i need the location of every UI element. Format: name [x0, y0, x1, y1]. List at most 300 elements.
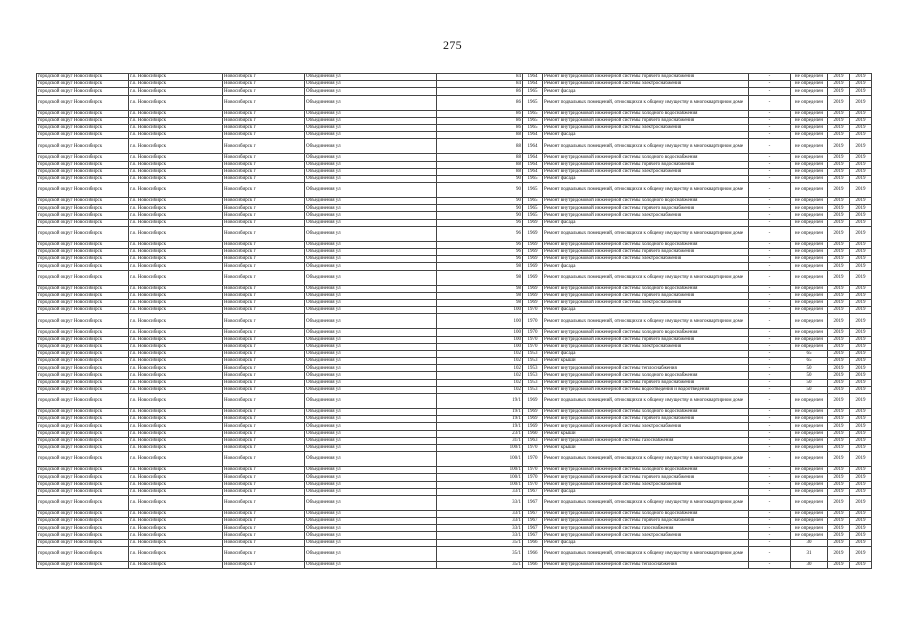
cell-value: не определен: [791, 495, 828, 510]
cell-city: Новосибирск г: [223, 205, 305, 212]
cell-city: Новосибирск г: [223, 539, 305, 546]
cell-city: Новосибирск г: [223, 495, 305, 510]
cell-work: Ремонт подвальных помещений, относящихся к общему имуществу в многоквартирном доме: [543, 183, 749, 198]
cell-year_start: 2019: [828, 467, 850, 474]
cell-settlement: г.о. Новосибирск: [129, 74, 223, 81]
cell-city: Новосибирск г: [223, 285, 305, 292]
cell-settlement: г.о. Новосибирск: [129, 241, 223, 248]
table-row: [37, 394, 872, 409]
table-row: [37, 372, 872, 379]
cell-settlement: г.о. Новосибирск: [129, 183, 223, 198]
cell-work: Ремонт внутридомовой инженерной системы горячего водоснабжения: [543, 74, 749, 81]
cell-dash: -: [749, 539, 791, 546]
cell-city: Новосибирск г: [223, 154, 305, 161]
cell-year_end: 2019: [850, 219, 872, 226]
cell-value: не определен: [791, 205, 828, 212]
cell-work: Ремонт внутридомовой инженерной системы холодного водоснабжения: [543, 329, 749, 336]
cell-dash: -: [749, 226, 791, 241]
cell-value: не определен: [791, 314, 828, 329]
cell-settlement: г.о. Новосибирск: [129, 256, 223, 263]
cell-year_end: 2019: [850, 481, 872, 488]
cell-dash: -: [749, 299, 791, 306]
cell-district: городской округ Новосибирск: [37, 379, 129, 386]
cell-settlement: г.о. Новосибирск: [129, 117, 223, 124]
cell-work: Ремонт фасада: [543, 263, 749, 270]
cell-year_end: 2019: [850, 95, 872, 110]
cell-work: Ремонт внутридомовой инженерной системы электроснабжения: [543, 124, 749, 131]
table-row: [37, 219, 872, 226]
cell-dash: -: [749, 74, 791, 81]
cell-city: Новосибирск г: [223, 212, 305, 219]
cell-value: не определен: [791, 452, 828, 467]
cell-year_built: 1966: [523, 561, 543, 568]
cell-settlement: г.о. Новосибирск: [129, 285, 223, 292]
cell-year_built: 1960: [523, 430, 543, 437]
table-row: [37, 256, 872, 263]
cell-value: не определен: [791, 74, 828, 81]
cell-district: городской округ Новосибирск: [37, 183, 129, 198]
cell-year_end: 2019: [850, 124, 872, 131]
cell-year_built: 1965: [523, 198, 543, 205]
cell-year_end: 2019: [850, 270, 872, 285]
cell-year_end: 2019: [850, 175, 872, 182]
cell-year_built: 1969: [523, 256, 543, 263]
cell-work: Ремонт внутридомовой инженерной системы холодного водоснабжения: [543, 409, 749, 416]
cell-dash: -: [749, 365, 791, 372]
cell-value: 31: [791, 546, 828, 561]
cell-dash: -: [749, 314, 791, 329]
cell-house: 102: [437, 350, 523, 357]
cell-year_end: 2019: [850, 329, 872, 336]
cell-dash: -: [749, 379, 791, 386]
table-row: [37, 532, 872, 539]
cell-dash: -: [749, 175, 791, 182]
cell-year_start: 2019: [828, 307, 850, 314]
cell-year_end: 2019: [850, 343, 872, 350]
cell-district: городской округ Новосибирск: [37, 372, 129, 379]
cell-year_start: 2019: [828, 372, 850, 379]
cell-city: Новосибирск г: [223, 518, 305, 525]
cell-dash: -: [749, 409, 791, 416]
cell-year_start: 2019: [828, 379, 850, 386]
cell-dash: -: [749, 481, 791, 488]
cell-work: Ремонт внутридомовой инженерной системы горячего водоснабжения: [543, 379, 749, 386]
cell-dash: -: [749, 212, 791, 219]
cell-district: городской округ Новосибирск: [37, 124, 129, 131]
cell-value: не определен: [791, 474, 828, 481]
cell-street: Объединения ул: [305, 241, 437, 248]
cell-year_end: 2019: [850, 81, 872, 88]
cell-year_built: 1966: [523, 546, 543, 561]
table-row: [37, 212, 872, 219]
cell-year_built: 1970: [523, 444, 543, 451]
cell-year_start: 2019: [828, 117, 850, 124]
cell-year_start: 2019: [828, 110, 850, 117]
cell-settlement: г.о. Новосибирск: [129, 314, 223, 329]
cell-value: не определен: [791, 430, 828, 437]
cell-value: не определен: [791, 481, 828, 488]
table-row: [37, 423, 872, 430]
cell-work: Ремонт внутридомовой инженерной системы электроснабжения: [543, 343, 749, 350]
cell-year_built: 1964: [523, 154, 543, 161]
cell-settlement: г.о. Новосибирск: [129, 532, 223, 539]
cell-settlement: г.о. Новосибирск: [129, 539, 223, 546]
cell-city: Новосибирск г: [223, 292, 305, 299]
cell-house: 84: [437, 81, 523, 88]
cell-house: 19/1: [437, 416, 523, 423]
cell-house: 96: [437, 219, 523, 226]
cell-work: Ремонт подвальных помещений, относящихся к общему имуществу в многоквартирном доме: [543, 314, 749, 329]
cell-district: городской округ Новосибирск: [37, 307, 129, 314]
cell-year_built: 1967: [523, 510, 543, 517]
cell-district: городской округ Новосибирск: [37, 314, 129, 329]
cell-settlement: г.о. Новосибирск: [129, 379, 223, 386]
cell-city: Новосибирск г: [223, 139, 305, 154]
cell-district: городской округ Новосибирск: [37, 249, 129, 256]
cell-year_built: 1969: [523, 416, 543, 423]
cell-year_built: 1953: [523, 386, 543, 393]
cell-year_end: 2019: [850, 205, 872, 212]
cell-year_built: 1965: [523, 88, 543, 95]
cell-dash: -: [749, 205, 791, 212]
cell-year_start: 2019: [828, 139, 850, 154]
table-row: [37, 444, 872, 451]
cell-city: Новосибирск г: [223, 226, 305, 241]
table-row: [37, 525, 872, 532]
cell-year_start: 2019: [828, 452, 850, 467]
cell-district: городской округ Новосибирск: [37, 510, 129, 517]
cell-year_start: 2019: [828, 437, 850, 444]
cell-year_start: 2019: [828, 394, 850, 409]
cell-house: 100/1: [437, 481, 523, 488]
cell-house: 33/1: [437, 525, 523, 532]
cell-year_built: 1970: [523, 314, 543, 329]
table-row: [37, 183, 872, 198]
cell-house: 96: [437, 241, 523, 248]
cell-year_end: 2019: [850, 336, 872, 343]
cell-city: Новосибирск г: [223, 444, 305, 451]
cell-city: Новосибирск г: [223, 343, 305, 350]
cell-value: не определен: [791, 168, 828, 175]
cell-settlement: г.о. Новосибирск: [129, 219, 223, 226]
cell-city: Новосибирск г: [223, 314, 305, 329]
cell-value: не определен: [791, 416, 828, 423]
cell-house: 33/1: [437, 510, 523, 517]
cell-value: не определен: [791, 154, 828, 161]
cell-dash: -: [749, 343, 791, 350]
cell-house: 19/1: [437, 409, 523, 416]
cell-house: 90: [437, 183, 523, 198]
cell-year_built: 1953: [523, 350, 543, 357]
cell-year_built: 1970: [523, 307, 543, 314]
cell-year_end: 2019: [850, 154, 872, 161]
cell-settlement: г.о. Новосибирск: [129, 423, 223, 430]
cell-street: Объединения ул: [305, 539, 437, 546]
cell-year_end: 2019: [850, 474, 872, 481]
cell-street: Объединения ул: [305, 437, 437, 444]
cell-street: Объединения ул: [305, 226, 437, 241]
cell-year_end: 2019: [850, 372, 872, 379]
page-number: 275: [443, 38, 462, 52]
cell-street: Объединения ул: [305, 212, 437, 219]
cell-year_built: 1964: [523, 139, 543, 154]
cell-work: Ремонт фасада: [543, 539, 749, 546]
cell-work: Ремонт фасада: [543, 88, 749, 95]
cell-year_built: 1969: [523, 394, 543, 409]
cell-city: Новосибирск г: [223, 329, 305, 336]
cell-value: не определен: [791, 124, 828, 131]
cell-year_end: 2019: [850, 263, 872, 270]
cell-dash: -: [749, 467, 791, 474]
cell-district: городской округ Новосибирск: [37, 175, 129, 182]
cell-year_start: 2019: [828, 299, 850, 306]
cell-year_end: 2019: [850, 495, 872, 510]
cell-year_built: 1969: [523, 292, 543, 299]
cell-dash: -: [749, 561, 791, 568]
cell-settlement: г.о. Новосибирск: [129, 467, 223, 474]
cell-work: Ремонт крыши: [543, 358, 749, 365]
cell-street: Объединения ул: [305, 205, 437, 212]
cell-house: 23/1: [437, 430, 523, 437]
cell-city: Новосибирск г: [223, 430, 305, 437]
cell-dash: -: [749, 416, 791, 423]
cell-year_built: 1969: [523, 409, 543, 416]
cell-work: Ремонт внутридомовой инженерной системы холодного водоснабжения: [543, 241, 749, 248]
cell-value: не определен: [791, 241, 828, 248]
cell-district: городской округ Новосибирск: [37, 386, 129, 393]
cell-settlement: г.о. Новосибирск: [129, 205, 223, 212]
table-row: [37, 270, 872, 285]
cell-dash: -: [749, 256, 791, 263]
cell-settlement: г.о. Новосибирск: [129, 270, 223, 285]
cell-year_start: 2019: [828, 132, 850, 139]
cell-city: Новосибирск г: [223, 183, 305, 198]
cell-year_built: 1966: [523, 539, 543, 546]
cell-city: Новосибирск г: [223, 124, 305, 131]
cell-street: Объединения ул: [305, 430, 437, 437]
cell-dash: -: [749, 139, 791, 154]
cell-year_end: 2019: [850, 249, 872, 256]
cell-work: Ремонт внутридомовой инженерной системы теплоснабжения: [543, 561, 749, 568]
cell-year_start: 2019: [828, 444, 850, 451]
cell-district: городской округ Новосибирск: [37, 270, 129, 285]
table-row: [37, 416, 872, 423]
cell-settlement: г.о. Новосибирск: [129, 161, 223, 168]
cell-year_built: 1969: [523, 249, 543, 256]
cell-year_built: 1953: [523, 358, 543, 365]
cell-year_built: 1970: [523, 336, 543, 343]
cell-year_start: 2019: [828, 198, 850, 205]
cell-house: 35/1: [437, 539, 523, 546]
cell-work: Ремонт внутридомовой инженерной системы горячего водоснабжения: [543, 292, 749, 299]
cell-year_built: 1970: [523, 467, 543, 474]
cell-year_built: 1953: [523, 379, 543, 386]
cell-city: Новосибирск г: [223, 307, 305, 314]
cell-work: Ремонт внутридомовой инженерной системы электроснабжения: [543, 81, 749, 88]
cell-value: не определен: [791, 95, 828, 110]
cell-district: городской округ Новосибирск: [37, 416, 129, 423]
cell-work: Ремонт фасада: [543, 175, 749, 182]
cell-work: Ремонт подвальных помещений, относящихся к общему имуществу в многоквартирном доме: [543, 270, 749, 285]
cell-year_built: 1969: [523, 285, 543, 292]
cell-street: Объединения ул: [305, 95, 437, 110]
cell-year_built: 1970: [523, 481, 543, 488]
cell-work: Ремонт внутридомовой инженерной системы холодного водоснабжения: [543, 285, 749, 292]
cell-work: Ремонт внутридомовой инженерной системы электроснабжения: [543, 299, 749, 306]
cell-city: Новосибирск г: [223, 299, 305, 306]
cell-district: городской округ Новосибирск: [37, 561, 129, 568]
cell-year_start: 2019: [828, 256, 850, 263]
cell-value: не определен: [791, 307, 828, 314]
cell-settlement: г.о. Новосибирск: [129, 409, 223, 416]
cell-year_start: 2019: [828, 409, 850, 416]
cell-value: 50: [791, 365, 828, 372]
cell-house: 96: [437, 249, 523, 256]
cell-settlement: г.о. Новосибирск: [129, 299, 223, 306]
cell-settlement: г.о. Новосибирск: [129, 495, 223, 510]
cell-year_start: 2019: [828, 532, 850, 539]
cell-work: Ремонт крыши: [543, 430, 749, 437]
cell-work: Ремонт фасада: [543, 488, 749, 495]
table-row: [37, 132, 872, 139]
cell-city: Новосибирск г: [223, 74, 305, 81]
cell-value: не определен: [791, 263, 828, 270]
cell-street: Объединения ул: [305, 132, 437, 139]
cell-city: Новосибирск г: [223, 394, 305, 409]
cell-street: Объединения ул: [305, 518, 437, 525]
cell-year_built: 1953: [523, 372, 543, 379]
cell-dash: -: [749, 241, 791, 248]
cell-dash: -: [749, 474, 791, 481]
cell-district: городской округ Новосибирск: [37, 117, 129, 124]
cell-city: Новосибирск г: [223, 423, 305, 430]
cell-street: Объединения ул: [305, 467, 437, 474]
cell-district: городской округ Новосибирск: [37, 394, 129, 409]
cell-year_end: 2019: [850, 132, 872, 139]
cell-settlement: г.о. Новосибирск: [129, 430, 223, 437]
table-row: [37, 386, 872, 393]
cell-city: Новосибирск г: [223, 525, 305, 532]
cell-city: Новосибирск г: [223, 81, 305, 88]
cell-settlement: г.о. Новосибирск: [129, 444, 223, 451]
cell-work: Ремонт внутридомовой инженерной системы электроснабжения: [543, 212, 749, 219]
cell-city: Новосибирск г: [223, 198, 305, 205]
cell-district: городской округ Новосибирск: [37, 219, 129, 226]
cell-year_start: 2019: [828, 285, 850, 292]
cell-value: не определен: [791, 409, 828, 416]
cell-year_start: 2019: [828, 488, 850, 495]
table-row: [37, 95, 872, 110]
cell-value: не определен: [791, 161, 828, 168]
cell-work: Ремонт внутридомовой инженерной системы электроснабжения: [543, 168, 749, 175]
cell-dash: -: [749, 285, 791, 292]
cell-year_built: 1967: [523, 488, 543, 495]
cell-district: городской округ Новосибирск: [37, 299, 129, 306]
cell-work: Ремонт внутридомовой инженерной системы горячего водоснабжения: [543, 249, 749, 256]
cell-value: 50: [791, 379, 828, 386]
cell-house: 84: [437, 74, 523, 81]
cell-year_start: 2019: [828, 525, 850, 532]
cell-year_end: 2019: [850, 74, 872, 81]
cell-dash: -: [749, 518, 791, 525]
cell-house: 96: [437, 256, 523, 263]
cell-year_built: 1965: [523, 205, 543, 212]
cell-house: 33/1: [437, 532, 523, 539]
cell-house: 98: [437, 292, 523, 299]
cell-house: 90: [437, 205, 523, 212]
cell-settlement: г.о. Новосибирск: [129, 343, 223, 350]
cell-year_built: 1967: [523, 532, 543, 539]
cell-district: городской округ Новосибирск: [37, 488, 129, 495]
cell-dash: -: [749, 350, 791, 357]
cell-street: Объединения ул: [305, 183, 437, 198]
cell-year_end: 2019: [850, 256, 872, 263]
cell-value: 50: [791, 372, 828, 379]
cell-settlement: г.о. Новосибирск: [129, 510, 223, 517]
table-row: [37, 263, 872, 270]
cell-year_built: 1953: [523, 365, 543, 372]
cell-district: городской округ Новосибирск: [37, 95, 129, 110]
table-row: [37, 154, 872, 161]
cell-city: Новосибирск г: [223, 510, 305, 517]
cell-work: Ремонт внутридомовой инженерной системы газоснабжения: [543, 525, 749, 532]
cell-district: городской округ Новосибирск: [37, 452, 129, 467]
cell-street: Объединения ул: [305, 263, 437, 270]
cell-value: не определен: [791, 117, 828, 124]
cell-street: Объединения ул: [305, 88, 437, 95]
cell-house: 33/1: [437, 488, 523, 495]
cell-dash: -: [749, 219, 791, 226]
cell-year_built: 1969: [523, 219, 543, 226]
cell-city: Новосибирск г: [223, 249, 305, 256]
cell-year_end: 2019: [850, 409, 872, 416]
cell-year_end: 2019: [850, 386, 872, 393]
cell-street: Объединения ул: [305, 365, 437, 372]
cell-city: Новосибирск г: [223, 532, 305, 539]
cell-settlement: г.о. Новосибирск: [129, 358, 223, 365]
cell-year_start: 2019: [828, 561, 850, 568]
table-row: [37, 117, 872, 124]
cell-district: городской округ Новосибирск: [37, 358, 129, 365]
register-table: [36, 73, 872, 569]
cell-settlement: г.о. Новосибирск: [129, 81, 223, 88]
cell-city: Новосибирск г: [223, 117, 305, 124]
cell-district: городской округ Новосибирск: [37, 168, 129, 175]
cell-year_end: 2019: [850, 212, 872, 219]
cell-street: Объединения ул: [305, 336, 437, 343]
cell-house: 102: [437, 358, 523, 365]
cell-year_start: 2019: [828, 314, 850, 329]
cell-year_end: 2019: [850, 539, 872, 546]
cell-house: 90: [437, 198, 523, 205]
cell-work: Ремонт внутридомовой инженерной системы холодного водоснабжения: [543, 110, 749, 117]
cell-city: Новосибирск г: [223, 546, 305, 561]
cell-settlement: г.о. Новосибирск: [129, 124, 223, 131]
cell-house: 100: [437, 314, 523, 329]
cell-dash: -: [749, 437, 791, 444]
cell-work: Ремонт фасада: [543, 307, 749, 314]
cell-district: городской округ Новосибирск: [37, 74, 129, 81]
cell-settlement: г.о. Новосибирск: [129, 154, 223, 161]
cell-value: не определен: [791, 343, 828, 350]
table-row: [37, 285, 872, 292]
cell-city: Новосибирск г: [223, 372, 305, 379]
cell-year_end: 2019: [850, 285, 872, 292]
cell-settlement: г.о. Новосибирск: [129, 386, 223, 393]
table-row: [37, 546, 872, 561]
cell-value: не определен: [791, 226, 828, 241]
cell-dash: -: [749, 394, 791, 409]
